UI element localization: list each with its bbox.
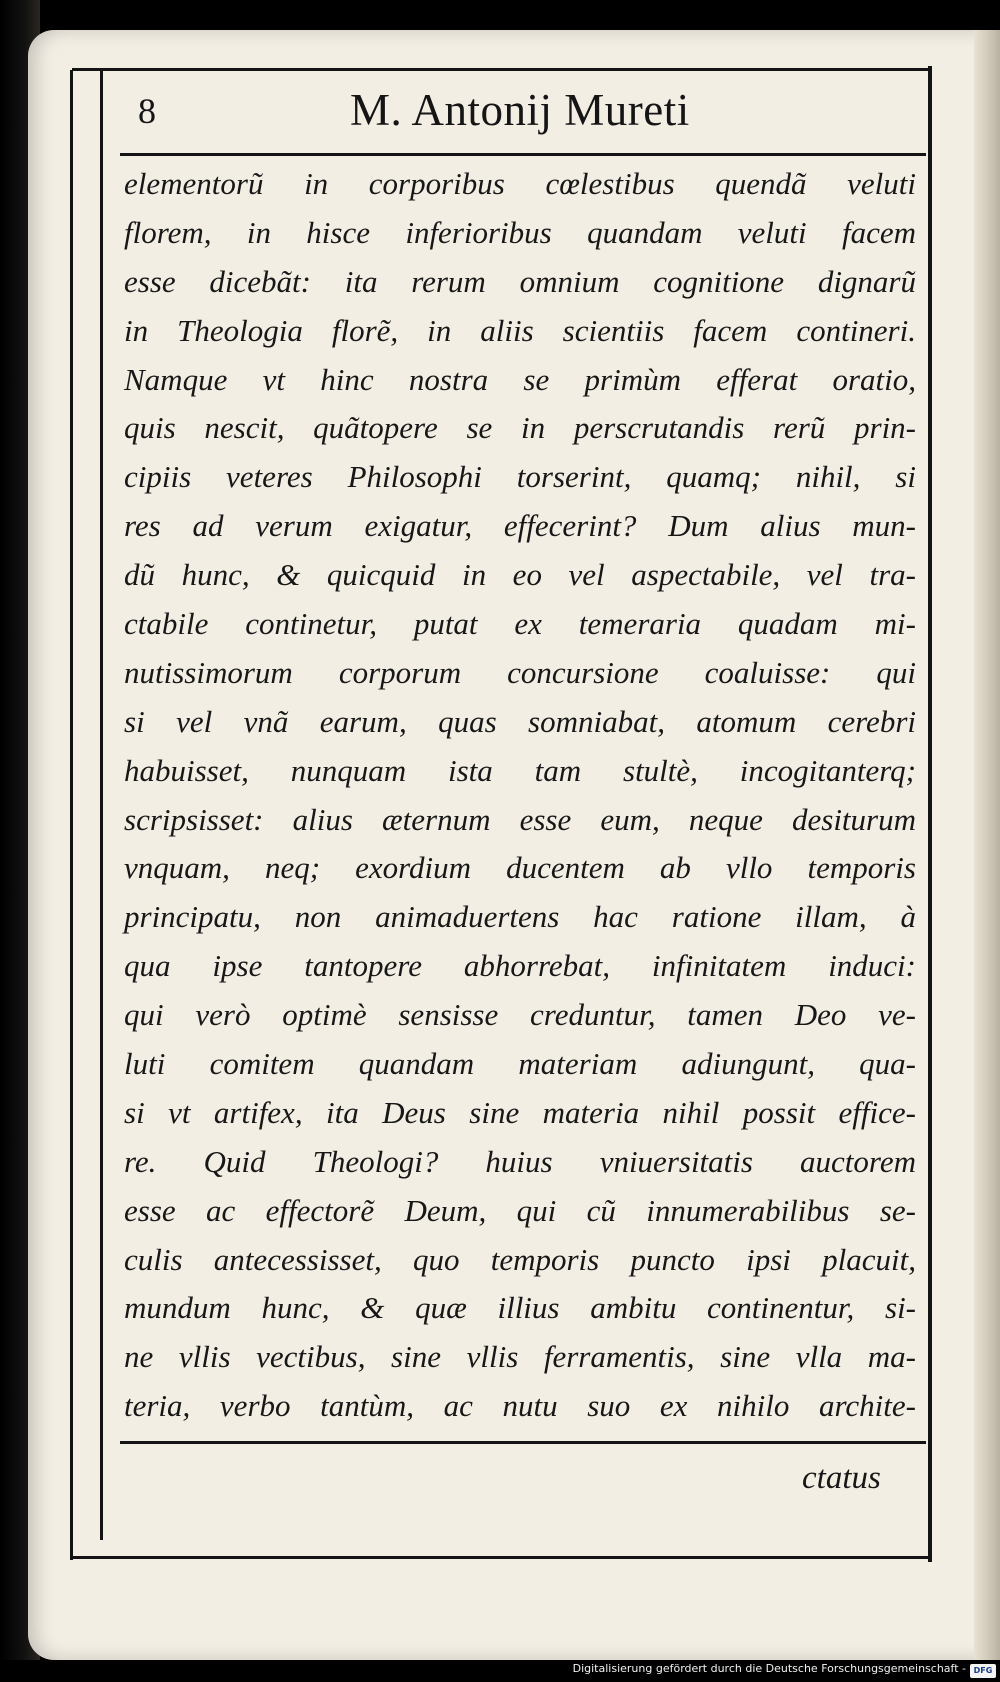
text-line: teria, verbo tantùm, ac nutu suo ex nihilo archite- — [124, 1388, 916, 1424]
dfg-logo: DFG — [970, 1664, 996, 1678]
text-line: florem, in hisce inferioribus quandam veluti facem — [124, 214, 916, 250]
catchword: ctatus — [802, 1460, 881, 1496]
text-line: habuisset, nunquam ista tam stultè, incogitanterq; — [124, 752, 916, 788]
text-line: esse dicebãt: ita rerum omnium cognitione dignarũ — [124, 263, 916, 299]
body-text — [124, 160, 916, 1431]
text-line: vnquam, neq; exordium ducentem ab vllo temporis — [124, 850, 916, 886]
text-line: qui verò optimè sensisse creduntur, tamen Deo ve- — [124, 997, 916, 1033]
text-line: qua ipse tantopere abhorrebat, infinitatem induci: — [124, 948, 916, 984]
text-line: nutissimorum corporum concursione coaluisse: qui — [124, 654, 916, 690]
text-line: ne vllis vectibus, sine vllis ferramentis, sine vlla ma- — [124, 1339, 916, 1375]
text-line: elementorũ in corporibus cœlestibus quendã veluti — [124, 166, 916, 201]
text-line: in Theologia florẽ, in aliis scientiis facem contineri. — [124, 312, 916, 348]
text-line: re. Quid Theologi? huius vniuersitatis auctorem — [124, 1143, 916, 1179]
frame-right-rule — [928, 66, 932, 1562]
frame-left-outer-rule — [70, 70, 73, 1560]
text-line: si vel vnã earum, quas somniabat, atomum cerebri — [124, 703, 916, 739]
frame-bottom-rule — [72, 1556, 932, 1559]
page-header — [120, 78, 920, 150]
text-line: res ad verum exigatur, effecerint? Dum alius mun- — [124, 508, 916, 544]
text-line: quis nescit, quãtopere se in perscrutandis rerũ prin- — [124, 410, 916, 446]
text-line: esse ac effectorẽ Deum, qui cũ innumerabilibus se- — [124, 1192, 916, 1228]
text-bottom-rule — [120, 1441, 926, 1444]
text-line: scripsisset: alius æternum esse eum, neque desiturum — [124, 801, 916, 837]
text-line: dũ hunc, & quicquid in eo vel aspectabile, vel tra- — [124, 557, 916, 593]
text-line: cipiis veteres Philosophi torserint, quamq; nihil, si — [124, 459, 916, 495]
frame-left-inner-rule — [100, 70, 103, 1540]
header-rule — [120, 153, 926, 156]
frame-top-rule — [72, 68, 932, 71]
digitization-credit: Digitalisierung gefördert durch die Deutsche Forschungsgemeinschaft - — [572, 1662, 966, 1675]
text-line: ctabile continetur, putat ex temeraria quadam mi- — [124, 606, 916, 642]
text-line: culis antecessisset, quo temporis puncto ipsi placuit, — [124, 1241, 916, 1277]
page-number: 8 — [138, 91, 156, 131]
text-line: mundum hunc, & quæ illius ambitu continentur, si- — [124, 1290, 916, 1326]
text-line: Namque vt hinc nostra se primùm efferat oratio, — [124, 361, 916, 397]
text-line: principatu, non animaduertens hac ratione illam, à — [124, 899, 916, 935]
page-edge — [974, 30, 1000, 1660]
running-title: M. Antonij Mureti — [350, 85, 690, 135]
text-line: luti comitem quandam materiam adiungunt, qua- — [124, 1046, 916, 1082]
text-line: si vt artifex, ita Deus sine materia nihil possit effice- — [124, 1094, 916, 1130]
